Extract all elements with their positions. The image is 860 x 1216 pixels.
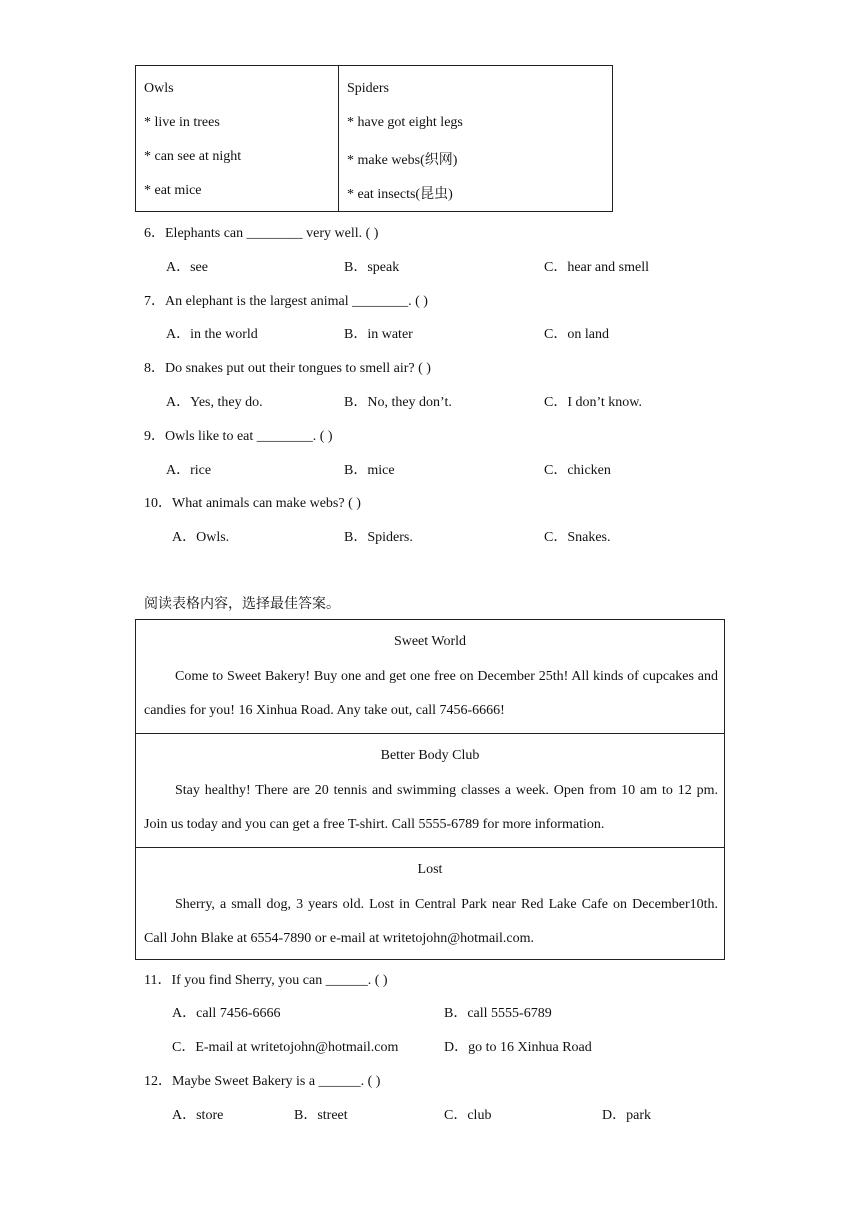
answer-option[interactable]: C．Snakes. xyxy=(544,530,611,545)
answer-option[interactable]: B．Spiders. xyxy=(344,530,413,545)
answer-option[interactable]: B．mice xyxy=(344,463,395,478)
question-stem: 11．If you find Sherry, you can ______. ( ) xyxy=(144,973,388,988)
answer-option[interactable]: A．Owls. xyxy=(172,530,230,545)
answer-option[interactable]: A．see xyxy=(166,260,208,275)
section-instruction: 阅读表格内容，选择最佳答案。 xyxy=(144,597,340,612)
spiders-fact: * make webs(织网) xyxy=(347,153,458,168)
answer-option[interactable]: C．E-mail at writetojohn@hotmail.com xyxy=(172,1040,399,1055)
answer-option[interactable]: D．go to 16 Xinhua Road xyxy=(444,1040,592,1055)
answer-option[interactable]: C．on land xyxy=(544,327,609,342)
answer-option[interactable]: B．speak xyxy=(344,260,400,275)
owls-fact: * eat mice xyxy=(144,183,202,198)
ad-sweet-world xyxy=(136,620,724,733)
answer-option[interactable]: D．park xyxy=(602,1108,651,1123)
spiders-fact: * have got eight legs xyxy=(347,115,463,130)
ads-table xyxy=(135,619,725,960)
owls-heading: Owls xyxy=(144,81,174,96)
ad-better-body-club xyxy=(136,733,724,847)
answer-option[interactable]: C．I don’t know. xyxy=(544,395,642,410)
answer-option[interactable]: B．call 5555-6789 xyxy=(444,1006,552,1021)
answer-option[interactable]: A．store xyxy=(172,1108,224,1123)
answer-option[interactable]: A．Yes, they do. xyxy=(166,395,263,410)
question-stem: 10．What animals can make webs? ( ) xyxy=(144,496,361,511)
answer-option[interactable]: B．No, they don’t. xyxy=(344,395,452,410)
answer-option[interactable]: B．street xyxy=(294,1108,348,1123)
ad-lost xyxy=(136,847,724,960)
answer-option[interactable]: C．club xyxy=(444,1108,492,1123)
question-stem: 12．Maybe Sweet Bakery is a ______. ( ) xyxy=(144,1074,381,1089)
ad-body: Come to Sweet Bakery! Buy one and get one free on December 25th! All kinds of cupcakes and candies for you! 16 Xinhua Road. Any take out, call 7456-6666! xyxy=(144,669,718,718)
ad-title: Sweet World xyxy=(393,634,467,649)
animals-table xyxy=(135,65,613,212)
question-stem: 8．Do snakes put out their tongues to smell air? ( ) xyxy=(144,361,431,376)
answer-option[interactable]: C．hear and smell xyxy=(544,260,649,275)
question-stem: 6．Elephants can ________ very well. ( ) xyxy=(144,226,379,241)
answer-option[interactable]: A．in the world xyxy=(166,327,258,342)
answer-option[interactable]: B．in water xyxy=(344,327,413,342)
answer-option[interactable]: A．rice xyxy=(166,463,212,478)
owls-fact: * can see at night xyxy=(144,149,242,164)
ad-title: Better Body Club xyxy=(380,748,480,763)
spiders-heading: Spiders xyxy=(347,81,389,96)
ad-title: Lost xyxy=(417,862,443,877)
answer-option[interactable]: A．call 7456-6666 xyxy=(172,1006,281,1021)
spiders-fact: * eat insects(昆虫) xyxy=(347,187,453,202)
question-stem: 9．Owls like to eat ________. ( ) xyxy=(144,429,333,444)
spiders-column xyxy=(339,66,612,211)
answer-option[interactable]: C．chicken xyxy=(544,463,611,478)
owls-column xyxy=(136,66,339,211)
question-stem: 7．An elephant is the largest animal ________. ( ) xyxy=(144,294,428,309)
ad-body: Sherry, a small dog, 3 years old. Lost in Central Park near Red Lake Cafe on December10th. Call John Blake at 6554-7890 or e-mail at writetojohn@hotmail.com. xyxy=(144,897,718,946)
owls-fact: * live in trees xyxy=(144,115,220,130)
ad-body: Stay healthy! There are 20 tennis and swimming classes a week. Open from 10 am to 12 pm. Join us today and you can get a free T-shirt. Call 5555-6789 for more information. xyxy=(144,783,718,832)
